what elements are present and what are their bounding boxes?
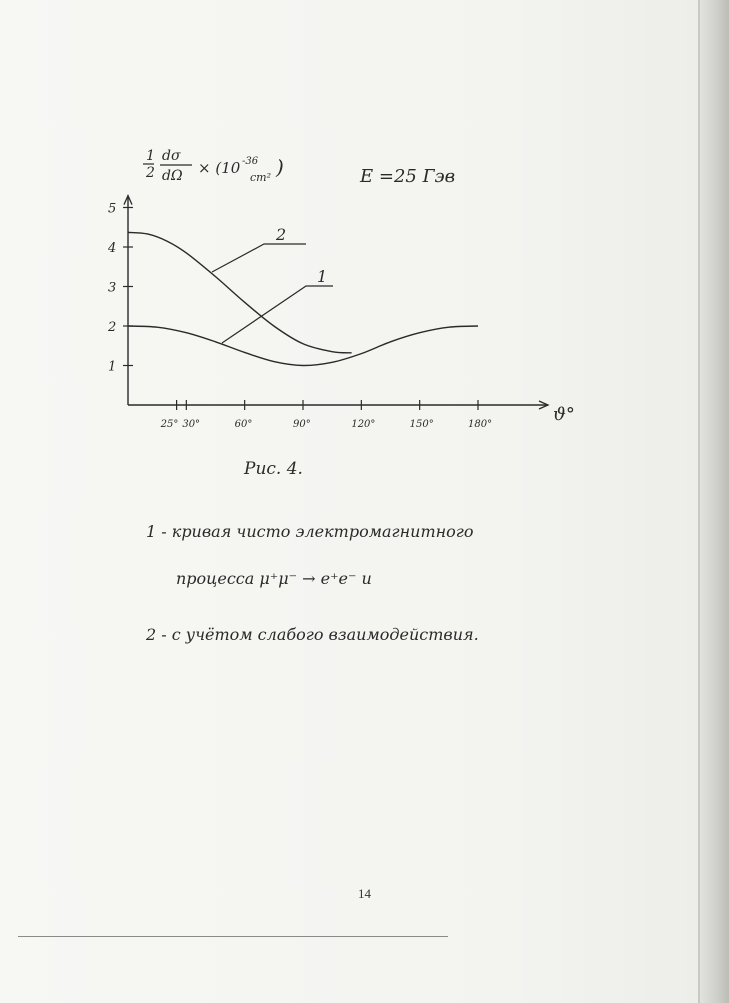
- series-callout-2: [212, 225, 306, 272]
- legend-line-3: 2 - с учётом слабого взаимодействия.: [146, 625, 479, 644]
- x-axis-label: ϑ°: [553, 404, 575, 425]
- ylabel-factor-num: 1: [146, 148, 155, 164]
- chart-axes: [124, 196, 548, 409]
- series-line-2: [128, 232, 352, 352]
- x-tick-label: 120°: [351, 419, 376, 430]
- energy-label: E =25 Гэв: [360, 166, 456, 187]
- x-tick-label: 90°: [293, 419, 311, 430]
- ylabel-dsigma: dσ: [162, 148, 181, 164]
- ylabel-factor-den: 2: [146, 165, 155, 181]
- legend-line-1: 1 - кривая чисто электромагнитного: [146, 522, 474, 541]
- ylabel-domega: dΩ: [162, 168, 183, 184]
- y-ticks: [107, 202, 133, 375]
- chart-series: [128, 225, 478, 366]
- x-tick-label: 180°: [468, 419, 493, 430]
- figure-caption: Рис. 4.: [244, 459, 303, 479]
- ylabel-units-exp: -36: [242, 156, 259, 167]
- x-tick-label: 60°: [234, 419, 253, 430]
- ylabel-units-close: ): [276, 155, 284, 179]
- series-callout-1: [222, 267, 333, 343]
- ylabel-units-prefix: × (10: [198, 159, 241, 177]
- page-number: 14: [358, 886, 371, 901]
- ylabel-units-cm: cm²: [250, 171, 272, 184]
- y-tick-label: 1: [108, 359, 117, 375]
- legend-line-2: процесса μ⁺μ⁻ → e⁺e⁻ и: [176, 569, 372, 588]
- y-axis-label: [143, 148, 284, 184]
- series-label-1: 1: [317, 267, 328, 286]
- footer-rule: [18, 936, 448, 937]
- y-tick-label: 5: [108, 201, 117, 217]
- y-tick-label: 2: [108, 320, 117, 335]
- y-tick-label: 4: [108, 241, 117, 256]
- x-tick-label: 30°: [182, 419, 201, 430]
- series-label-2: 2: [276, 225, 287, 244]
- series-line-1: [128, 326, 478, 366]
- x-tick-label: 150°: [409, 419, 434, 430]
- y-tick-label: 3: [108, 280, 117, 296]
- x-tick-label: 25°: [160, 419, 179, 430]
